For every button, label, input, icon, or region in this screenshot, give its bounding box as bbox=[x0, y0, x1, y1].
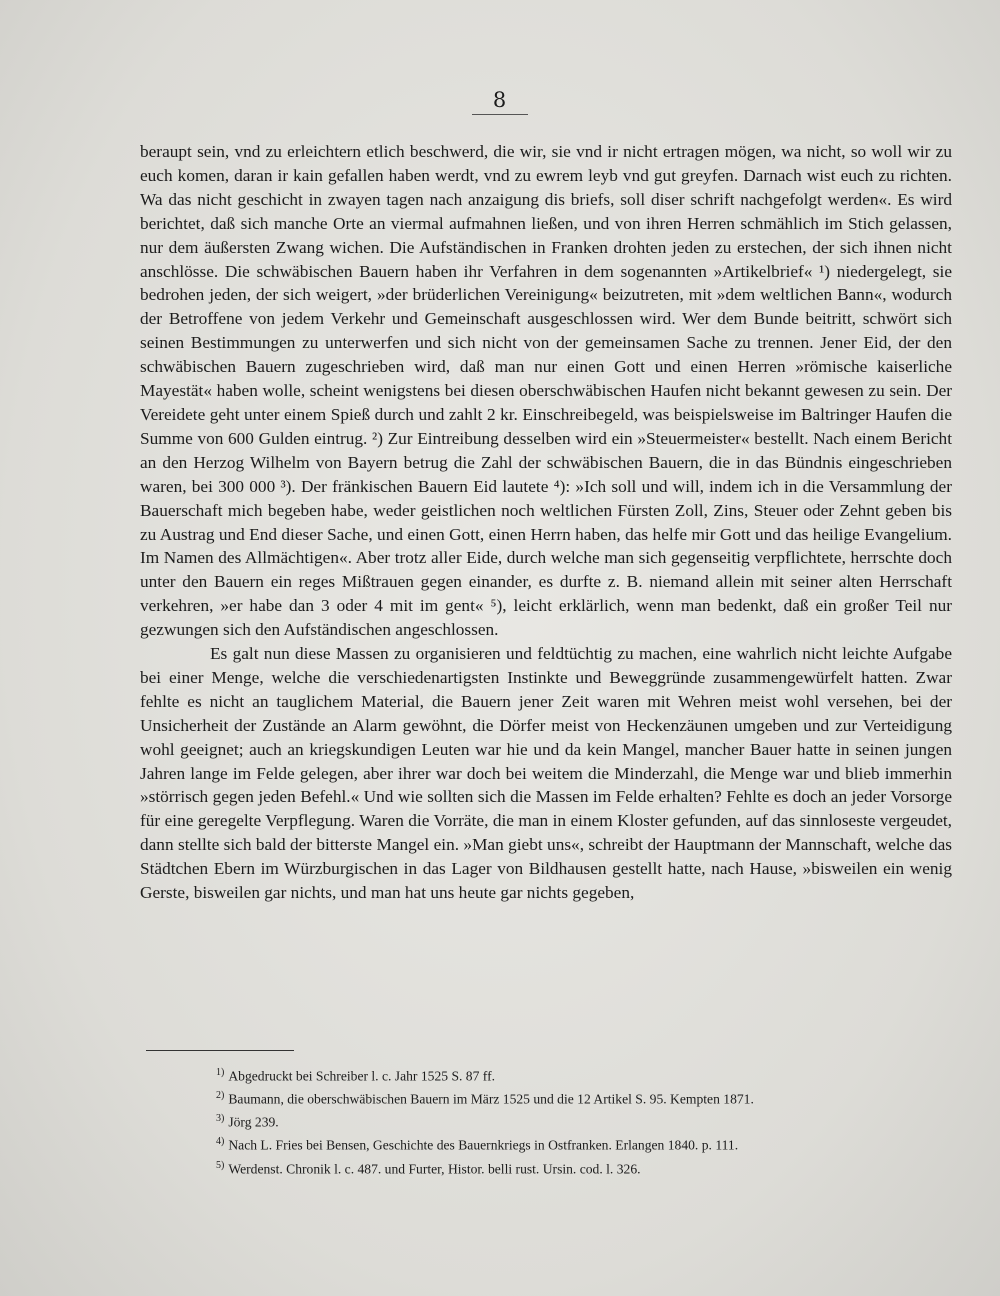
footnote-4 bbox=[216, 1132, 966, 1155]
page-number bbox=[0, 88, 1000, 115]
page-number-text: 8 bbox=[492, 88, 508, 112]
paragraph-2: Es galt nun diese Massen zu organisieren und feldtüchtig zu machen, eine wahrlich nicht leichte Aufgabe bei einer Menge, welche die verschiedenartigsten Instinkte und Beweggründe zusammengewürfelt hatten. Zwar fehlte es nicht an tauglichem Material, die Bauern jener Zeit waren mit Wehren meist wohl versehen, bei der Unsicherheit der Zustände an Alarm gewöhnt, die Dörfer meist von Heckenzäunen umgeben und zur Verteidigung wohl geeignet; auch an kriegskundigen Leuten war hie und da kein Mangel, mancher Bauer hatte in seinen jungen Jahren lange im Felde gelegen, aber ihrer war doch bei weitem die Minderzahl, die Menge war und blieb immerhin »störrisch gegen jeden Befehl.« Und wie sollten sich die Massen im Felde erhalten? Fehlte es doch an jeder Vorsorge für eine geregelte Verpflegung. Waren die Vorräte, die man in einem Kloster gefunden, auf das sinnloseste vergeudet, dann stellte sich bald der bitterste Mangel ein. »Man giebt uns«, schreibt der Hauptmann der Mannschaft, welche das Städtchen Ebern im Würzburgischen in das Lager von Bildhausen gestellt hatte, nach Hause, »bisweilen ein wenig Gerste, bisweilen gar nichts, und man hat uns heute gar nichts gegeben, bbox=[140, 644, 952, 903]
footnote-mark: 5) bbox=[216, 1159, 225, 1171]
footnote-mark: 2) bbox=[216, 1090, 225, 1102]
page-number-rule bbox=[472, 114, 528, 115]
footnote-5 bbox=[216, 1156, 966, 1179]
footnote-mark: 3) bbox=[216, 1113, 225, 1125]
footnote-text: Nach L. Fries bei Bensen, Geschichte des Bauernkriegs in Ostfranken. Erlangen 1840. p. 111. bbox=[228, 1137, 739, 1153]
footnote-2 bbox=[216, 1086, 966, 1109]
footnote-text: Baumann, die oberschwäbischen Bauern im März 1525 und die 12 Artikel S. 95. Kempten 1871. bbox=[228, 1091, 754, 1107]
footnote-mark: 4) bbox=[216, 1136, 225, 1148]
footnote-3 bbox=[216, 1109, 966, 1132]
footnote-1 bbox=[216, 1063, 966, 1086]
footnote-divider bbox=[146, 1050, 294, 1051]
body-text bbox=[140, 140, 952, 905]
footnotes bbox=[216, 1063, 966, 1179]
footnote-mark: 1) bbox=[216, 1067, 225, 1078]
footnote-text: Werdenst. Chronik l. c. 487. und Furter, Histor. belli rust. Ursin. cod. l. 326. bbox=[228, 1161, 641, 1177]
footnote-text: Jörg 239. bbox=[228, 1114, 279, 1130]
footnote-text: Abgedruckt bei Schreiber l. c. Jahr 1525 S. 87 ff. bbox=[228, 1068, 495, 1084]
paragraph-1: beraupt sein, vnd zu erleichtern etlich beschwerd, die wir, sie vnd ir nicht ertragen mögen, wa nicht, so woll wir zu euch komen, daran ir kain gefallen haben werdt, vnd zu ewrem leyb vnd gut greyfen. Darnach wist euch zu richten. Wa das nicht geschicht in zwayen tagen nach anzaigung dis briefs, soll diser schrift nachgefolgt werden«. Es wird berichtet, daß sich manche Orte an viermal aufmahnen ließen, und von ihren Herren schmählich im Stich gelassen, nur dem äußersten Zwang wichen. Die Aufständischen in Franken drohten jeden zu erstechen, der sich ihnen nicht anschlösse. Die schwäbischen Bauern haben ihr Verfahren in dem sogenannten »Artikelbrief« ¹) niedergelegt, sie bedrohen jeden, der sich weigert, »der brüderlichen Vereinigung« beizutreten, mit »dem weltlichen Bann«, wodurch der Betroffene von jedem Verkehr und Gemeinschaft ausgeschlossen wird. Wer dem Bunde beitritt, schwört sich seinen Bestimmungen zu unterwerfen und sich nicht von der gemeinsamen Sache zu trennen. Jener Eid, der den schwäbischen Bauern zugeschrieben wird, daß man nur einen Gott und einen Herren »römische kaiserliche Mayestät« haben wolle, scheint wenigstens bei diesen oberschwäbischen Haufen nicht bekannt gewesen zu sein. Der Vereidete geht unter einem Spieß durch und zahlt 2 kr. Einschreibegeld, was beispielsweise im Baltringer Haufen die Summe von 600 Gulden eintrug. ²) Zur Eintreibung desselben wird ein »Steuermeister« bestellt. Nach einem Bericht an den Herzog Wilhelm von Bayern betrug die Zahl der schwäbischen Bauern, die in das Bündnis eingeschrieben waren, bei 300 000 ³). Der fränkischen Bauern Eid lautete ⁴): »Ich soll und will, indem ich in die Versammlung der Bauerschaft mich begeben habe, weder geistlichen noch weltlichen Fürsten Zoll, Zins, Steuer oder Zehnt geben bis zu Austrag und End dieser Sache, und einen Gott, einen Herrn haben, das helfe mir Gott und das heilige Evangelium. Im Namen des Allmächtigen«. Aber trotz aller Eide, durch welche man sich gegenseitig verpflichtete, herrschte doch unter den Bauern ein reges Mißtrauen gegen einander, es durfte z. B. niemand allein mit seiner alten Herrschaft verkehren, »er habe dan 3 oder 4 mit im gent« ⁵), leicht erklärlich, wenn man bedenkt, daß ein großer Teil nur gezwungen sich den Aufständischen angeschlossen. bbox=[140, 142, 952, 640]
